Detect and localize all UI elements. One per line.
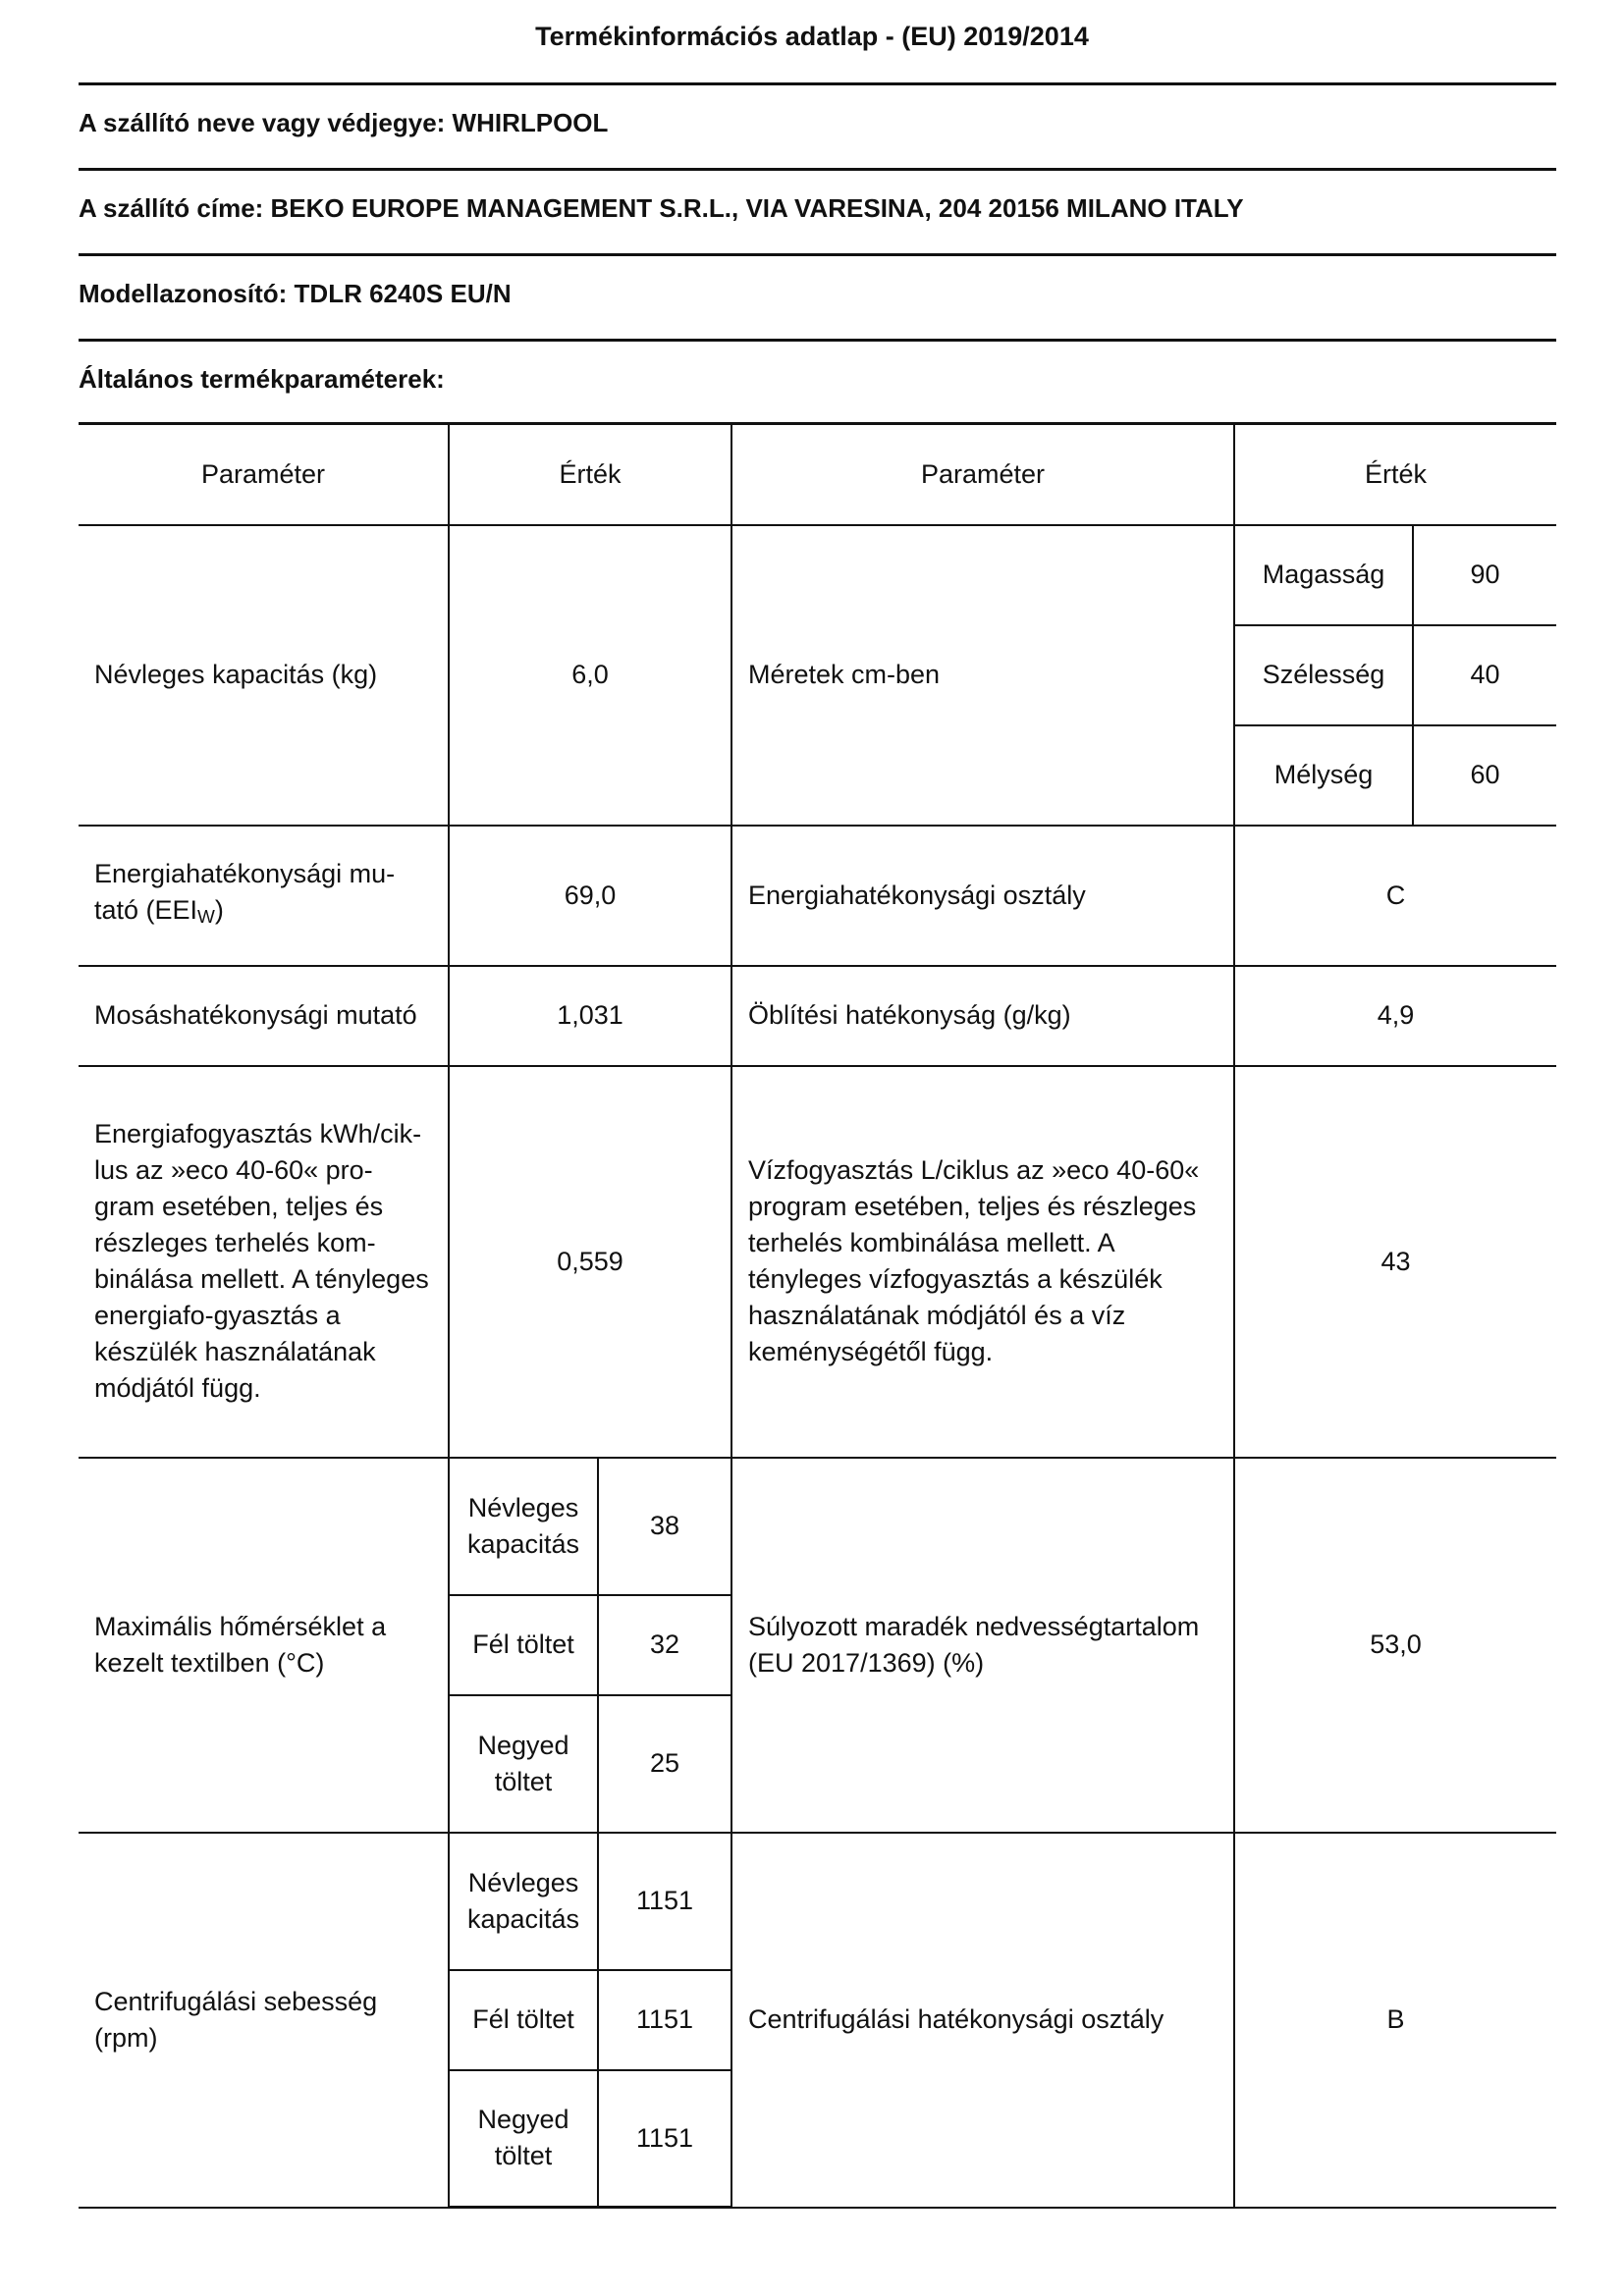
- table-row: [79, 826, 1556, 966]
- moisture-label: Súlyozott maradék nedvességtartalom (EU 2017/1369) (%): [731, 1458, 1234, 1833]
- supplier-name: A szállító neve vagy védjegye: WHIRLPOOL: [79, 108, 609, 137]
- washing-efficiency-label: Mosáshatékonysági mutató: [79, 966, 449, 1066]
- depth-value: 60: [1413, 725, 1556, 826]
- rinsing-efficiency-value: 4,9: [1234, 966, 1556, 1066]
- general-parameters-heading: Általános termékparaméterek:: [79, 364, 445, 394]
- temp-quarter-value: 25: [598, 1695, 731, 1833]
- divider: [79, 82, 1556, 85]
- spin-half-value: 1151: [598, 1970, 731, 2070]
- table-row: [79, 1066, 1556, 1458]
- capacity-label: Névleges kapacitás (kg): [79, 525, 449, 826]
- eei-value: 69,0: [449, 826, 731, 966]
- divider: [79, 253, 1556, 256]
- spin-rated-label: Névleges kapacitás: [449, 1833, 598, 1970]
- capacity-value: 6,0: [449, 525, 731, 826]
- energy-class-label: Energiahatékonysági osztály: [731, 826, 1234, 966]
- header-value: Érték: [449, 424, 731, 525]
- spin-rated-value: 1151: [598, 1833, 731, 1970]
- table-row: [79, 525, 1556, 625]
- energy-consumption-label: Energiafogyasztás kWh/cik-lus az »eco 40-60« pro-gram esetében, teljes és részleges terhelés kom-binálása mellett. A tényleges energiafo-gyasztás a készülék használatának módjától függ.: [79, 1066, 449, 1458]
- energy-class-value: C: [1234, 826, 1556, 966]
- width-value: 40: [1413, 625, 1556, 725]
- temp-half-value: 32: [598, 1595, 731, 1695]
- parameters-table: [79, 422, 1556, 2209]
- model-identifier: Modellazonosító: TDLR 6240S EU/N: [79, 279, 512, 308]
- height-value: 90: [1413, 525, 1556, 625]
- table-row: [79, 966, 1556, 1066]
- divider: [79, 168, 1556, 171]
- table-row: [79, 1833, 1556, 1970]
- page-title: Termékinformációs adatlap - (EU) 2019/2014: [535, 22, 1089, 51]
- table-row: [79, 1458, 1556, 1595]
- temp-half-label: Fél töltet: [449, 1595, 598, 1695]
- energy-consumption-value: 0,559: [449, 1066, 731, 1458]
- depth-label: Mélység: [1234, 725, 1413, 826]
- water-consumption-value: 43: [1234, 1066, 1556, 1458]
- width-label: Szélesség: [1234, 625, 1413, 725]
- dimensions-label: Méretek cm-ben: [731, 525, 1234, 826]
- divider: [79, 339, 1556, 342]
- spin-quarter-label: Negyed töltet: [449, 2070, 598, 2208]
- spin-speed-label: Centrifugálási sebesség (rpm): [79, 1833, 449, 2208]
- spin-class-value: B: [1234, 1833, 1556, 2208]
- temp-rated-value: 38: [598, 1458, 731, 1595]
- header-parameter: Paraméter: [731, 424, 1234, 525]
- height-label: Magasság: [1234, 525, 1413, 625]
- temp-rated-label: Névleges kapacitás: [449, 1458, 598, 1595]
- supplier-address: A szállító címe: BEKO EUROPE MANAGEMENT S.R.L., VIA VARESINA, 204 20156 MILANO ITALY: [79, 193, 1244, 223]
- header-value: Érték: [1234, 424, 1556, 525]
- max-temperature-label: Maximális hőmérséklet a kezelt textilben (°C): [79, 1458, 449, 1833]
- temp-quarter-label: Negyed töltet: [449, 1695, 598, 1833]
- header-parameter: Paraméter: [79, 424, 449, 525]
- rinsing-efficiency-label: Öblítési hatékonyság (g/kg): [731, 966, 1234, 1066]
- washing-efficiency-value: 1,031: [449, 966, 731, 1066]
- water-consumption-label: Vízfogyasztás L/ciklus az »eco 40-60« program esetében, teljes és részleges terhelés kombinálása mellett. A tényleges vízfogyasztás a készülék használatának módjától és a víz keménységétől függ.: [731, 1066, 1234, 1458]
- spin-quarter-value: 1151: [598, 2070, 731, 2208]
- spin-half-label: Fél töltet: [449, 1970, 598, 2070]
- eei-label: Energiahatékonysági mu-tató $(EEI_W)$: [79, 826, 449, 966]
- spin-class-label: Centrifugálási hatékonysági osztály: [731, 1833, 1234, 2208]
- table-header-row: [79, 424, 1556, 525]
- moisture-value: 53,0: [1234, 1458, 1556, 1833]
